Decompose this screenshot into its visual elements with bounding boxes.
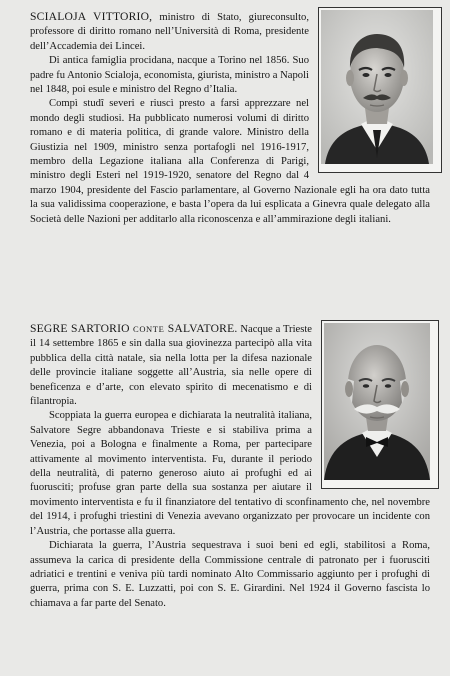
paragraph-war-segre-sartorio: Scoppiata la guerra europea e dichiarata la neutralità italiana, Salvatore Segre abbandonava Trieste e si stabiliva prima a Venezia, poi a Bologna e finalmente a Roma, per partecipare attivamente al movimento interventista. Fu, durante il periodo della neutralità, di paterno generoso aiuto ai profughi ed ai fuorusciti; profuse gran parte della sua sostanza per aiutare il movimento interventista e fu il finanziatore del tentativo di sconfinamento che, nel novembre del 1914, i profughi triestini di Venezia avevano organizzato per provocare un incidente con l’Austria, che portasse alla guerra. bbox=[30, 410, 430, 537]
person-name-segre-sartorio bbox=[30, 322, 237, 335]
biography-entry-scialoja bbox=[30, 10, 430, 227]
name-main-segre: SEGRE SARTORIO bbox=[30, 322, 130, 335]
paragraph-career-scialoja: Compì studî severi e riuscì presto a farsi apprezzare nel mondo degli studiosi. Ha pubblicato numerosi volumi di diritto romano e di materia politica, di grande valore. Ministro della Giustizia nel 1909, ministro senza portafogli nel 1916-1917, membro della Legazione italiana alla Conferenza di Parigi, ministro degli Esteri nel 1919-1920, senatore del Regno dal 4 marzo 1904, presidente del Fascio parlamentare, al Governo Nazionale egli ha ora dato tutta la sua validissima cooperazione, e basta l’opera da lui esplicata a Ginevra quale delegato alla Società delle Nazioni per additarlo alla riconoscenza e all’ammirazione degli italiani. bbox=[30, 98, 430, 225]
paragraph-later-segre-sartorio: Dichiarata la guerra, l’Austria sequestrava i suoi beni ed egli, stabilitosi a Roma, assumeva la carica di presidente della Commissione centrale di patronato per i fuorusciti adriatici e trentini e veniva più tardi nominato Alto Commissario aggiunto per i profughi di guerra, prima con S. E. Luzzatti, poi con S. E. Girardini. Nel 1924 il Governo fascista lo chiamava a far parte del Senato. bbox=[30, 540, 430, 609]
name-rest-segre: SALVATORE. bbox=[167, 322, 238, 335]
intro-text-segre-sartorio: Nacque a Trieste il 14 settembre 1865 e sin dalla sua giovinezza partecipò alla vita pubblica della città natale, sia nella lotta per la difesa nazionale delle provincie italiane soggette all’Austria, sia nelle opere di beneficenza e d’arte, con elevato spirito di mecenatismo e di filantropia. bbox=[30, 324, 312, 408]
title-conte: CONTE bbox=[133, 324, 165, 334]
portrait-photo-scialoja bbox=[318, 7, 442, 173]
person-name-scialoja: SCIALOJA VITTORIO, bbox=[30, 10, 153, 23]
biography-entry-segre-sartorio bbox=[30, 322, 430, 611]
paragraph-origins-scialoja: Di antica famiglia procidana, nacque a Torino nel 1856. Suo padre fu Antonio Scialoja, economista, giurista, ministro a Napoli nel 1848, poi esule e ministro del Regno d’Italia. bbox=[30, 55, 309, 96]
portrait-photo-segre-sartorio bbox=[321, 320, 439, 489]
intro-text-scialoja: ministro di Stato, giureconsulto, professore di diritto romano nell’Università di Roma, presidente dell’Accademia dei Lincei. bbox=[30, 12, 309, 52]
